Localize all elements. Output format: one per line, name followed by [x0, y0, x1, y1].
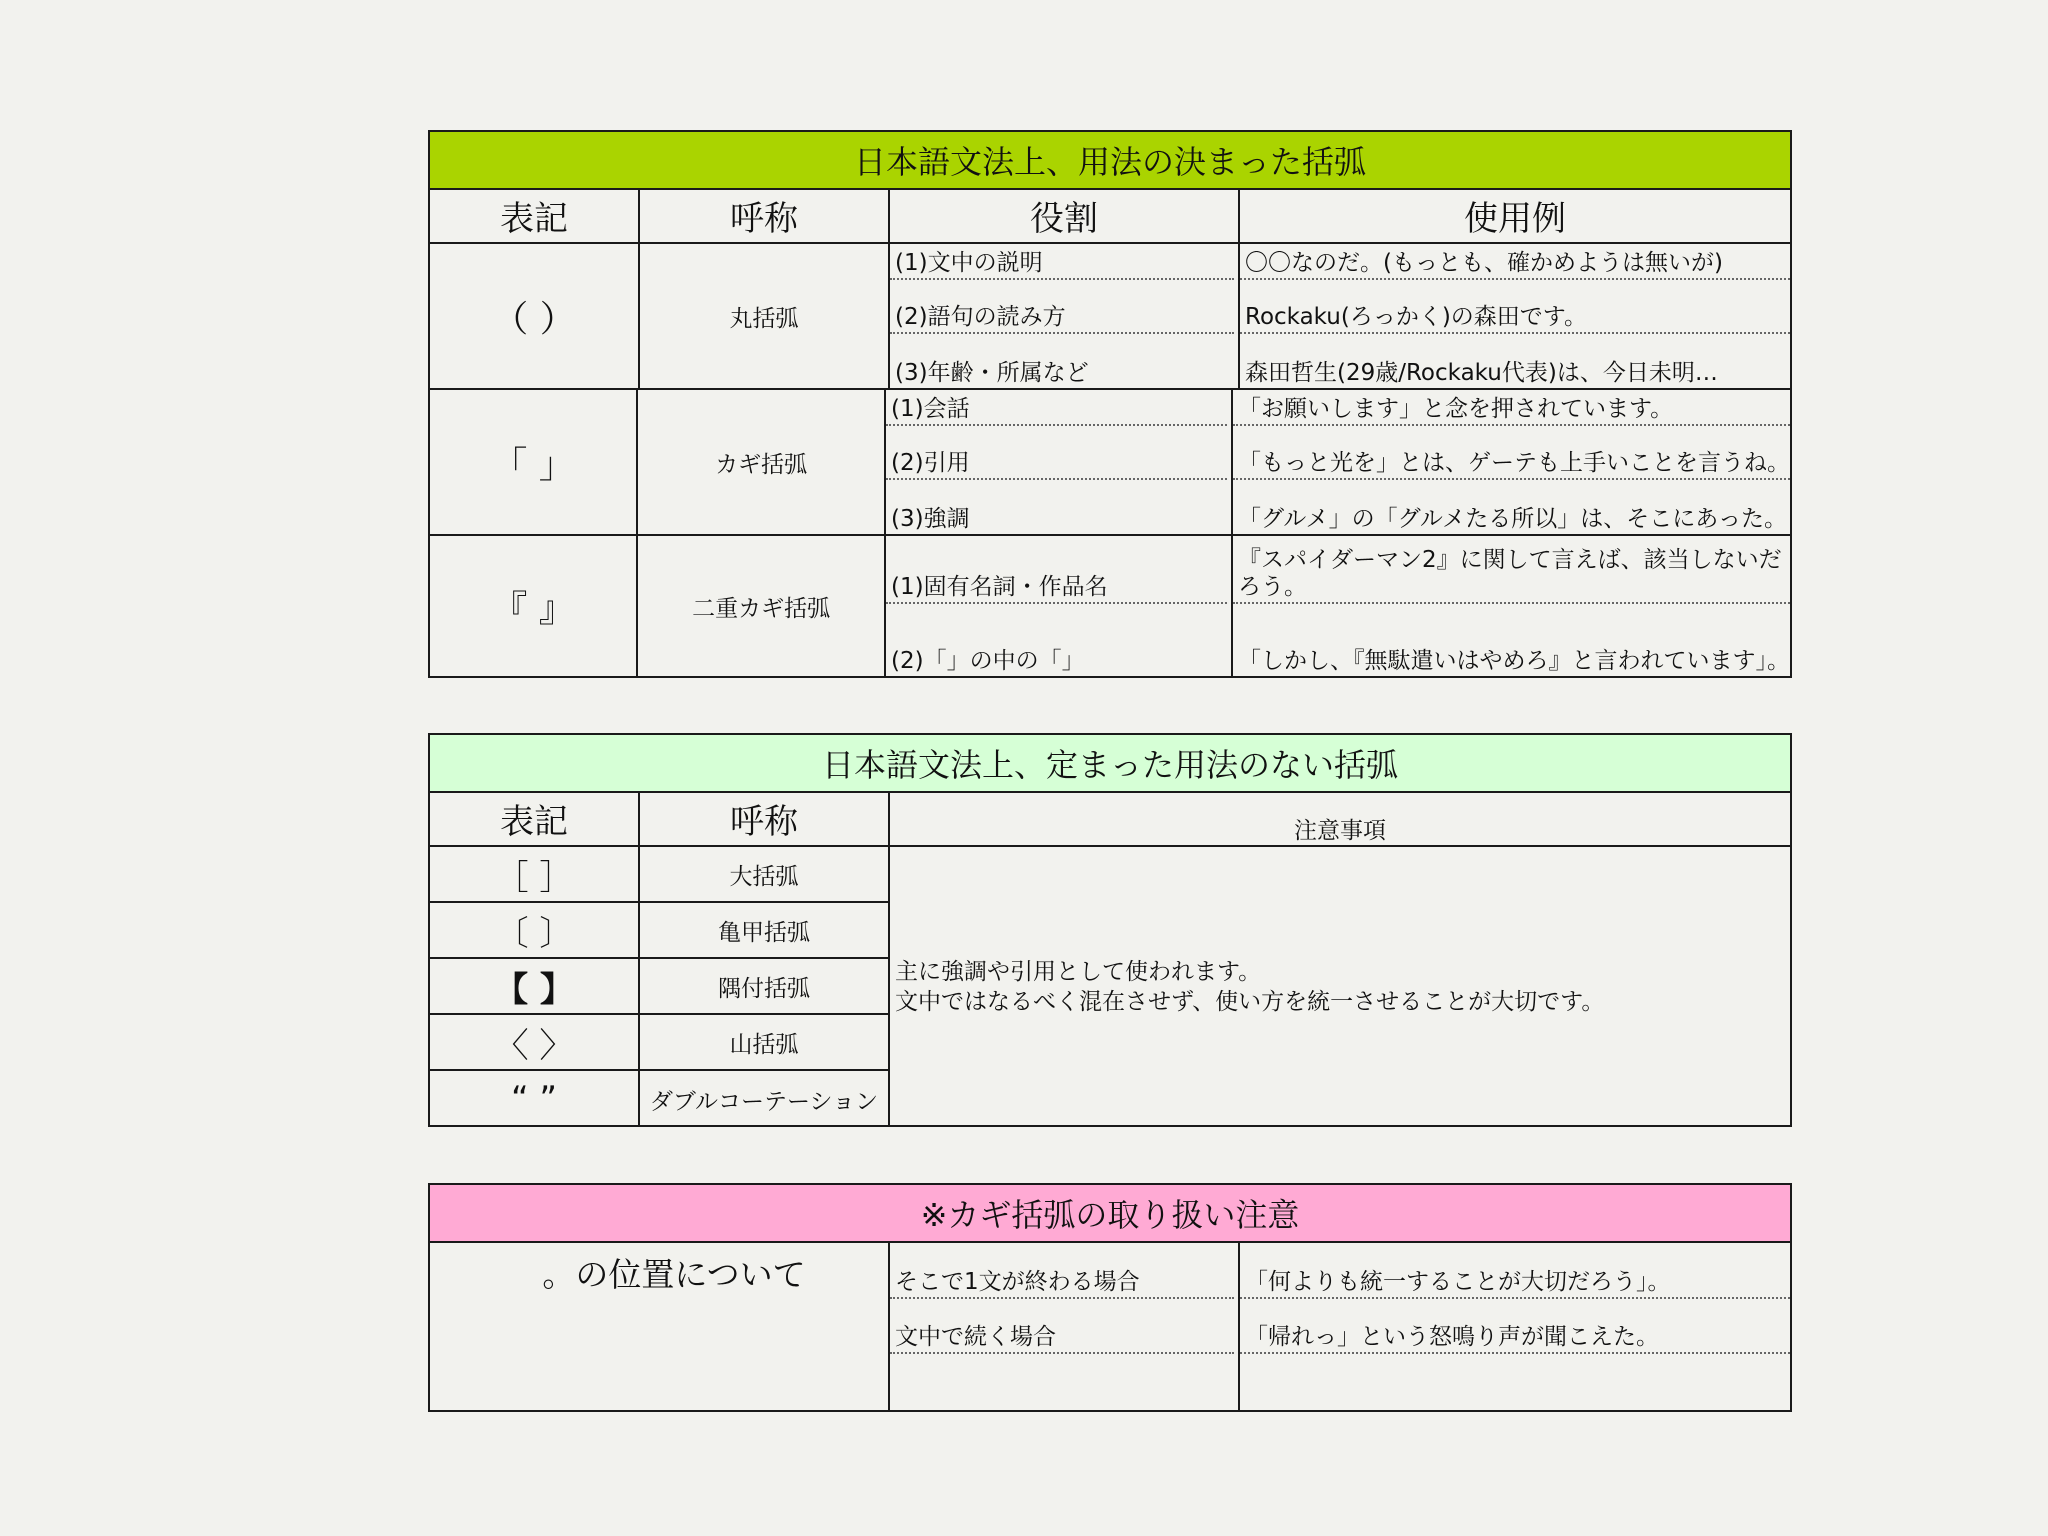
- example-line: 〇〇なのだ。(もっとも、確かめようは無いが): [1240, 244, 1790, 280]
- bracket-name: 丸括弧: [640, 244, 890, 388]
- table-row: [430, 390, 1790, 536]
- table-row: [430, 1015, 888, 1071]
- example-cell: [1240, 244, 1790, 388]
- table-title: 日本語文法上、定まった用法のない括弧: [430, 735, 1790, 793]
- table-body: [430, 1243, 1790, 1410]
- header-row: [430, 190, 1790, 244]
- table-row: [430, 1071, 888, 1127]
- note-line: 文中ではなるべく混在させず、使い方を統一させることが大切です。: [895, 989, 1605, 1015]
- bracket-symbol: 「 」: [430, 390, 638, 534]
- example-line: 「何よりも統一することが大切だろう」。: [1240, 1243, 1790, 1299]
- header-notation: 表記: [430, 793, 640, 845]
- bracket-symbol: 〈 〉: [430, 1015, 640, 1069]
- bracket-list: [430, 847, 890, 1127]
- example-line: 「お願いします」と念を押されています。: [1233, 390, 1790, 426]
- example-line: 森田哲生(29歳/Rockaku代表)は、今日未明…: [1245, 360, 1718, 386]
- bracket-name: ダブルコーテーション: [649, 1088, 879, 1115]
- role-line: (1)文中の説明: [890, 244, 1234, 280]
- bracket-symbol: （ ）: [430, 244, 640, 388]
- table-row: [430, 244, 1790, 390]
- table-title: 日本語文法上、用法の決まった括弧: [430, 132, 1790, 190]
- header-role: 役割: [890, 190, 1240, 242]
- example-cell: [1233, 536, 1790, 676]
- case-line: 文中で続く場合: [890, 1299, 1234, 1354]
- table-row: [430, 536, 1790, 676]
- header-example: 使用例: [1464, 199, 1566, 239]
- example-line: 『スパイダーマン2』に関して言えば、該当しないだろう。: [1233, 536, 1790, 604]
- role-line: (2)語句の読み方: [890, 280, 1234, 334]
- bracket-name: 山括弧: [729, 1031, 799, 1058]
- role-line: (2)引用: [886, 426, 1227, 480]
- example-line: 「グルメ」の「グルメたる所以」は、そこにあった。: [1238, 506, 1788, 532]
- example-line: 「もっと光を」とは、ゲーテも上手いことを言うね。: [1233, 426, 1790, 480]
- kagi-bracket-caution-table: [428, 1183, 1792, 1412]
- bracket-name: 亀甲括弧: [718, 919, 810, 946]
- example-line: 「しかし、『無駄遣いはやめろ』と言われています」。: [1238, 648, 1790, 674]
- example-cell: [1233, 390, 1790, 534]
- case-cell: [890, 1243, 1240, 1410]
- bracket-name: 隅付括弧: [718, 975, 810, 1002]
- fixed-brackets-table: [428, 130, 1792, 678]
- case-line: そこで1文が終わる場合: [890, 1243, 1234, 1299]
- bracket-symbol: ［ ］: [430, 847, 640, 901]
- table-title: ※カギ括弧の取り扱い注意: [430, 1185, 1790, 1243]
- header-row: [430, 793, 1790, 847]
- table-body: [430, 847, 1790, 1127]
- header-name: 呼称: [640, 793, 890, 845]
- example-cell: [1240, 1243, 1790, 1410]
- header-name: 呼称: [640, 190, 890, 242]
- role-cell: [890, 244, 1240, 388]
- example-line: Rockaku(ろっかく)の森田です。: [1240, 280, 1790, 334]
- role-line: (2)「」の中の「」: [891, 648, 1085, 674]
- bracket-name: 大括弧: [729, 863, 799, 890]
- header-notation: 表記: [430, 190, 640, 242]
- role-line: (3)年齢・所属など: [895, 360, 1089, 386]
- table-row: [430, 959, 888, 1015]
- example-line: 「帰れっ」という怒鳴り声が聞こえた。: [1240, 1299, 1790, 1354]
- role-line: (3)強調: [891, 506, 970, 532]
- bracket-symbol: 『 』: [430, 536, 638, 676]
- notes-cell: [890, 847, 1790, 1127]
- bracket-name: 二重カギ括弧: [638, 536, 886, 676]
- bracket-symbol: “ ”: [430, 1071, 640, 1127]
- role-cell: [886, 390, 1233, 534]
- role-line: (1)会話: [886, 390, 1227, 426]
- role-line: (1)固有名詞・作品名: [886, 536, 1227, 604]
- bracket-symbol: 〔 〕: [430, 903, 640, 957]
- note-line: 主に強調や引用として使われます。: [895, 959, 1262, 985]
- unfixed-brackets-table: [428, 733, 1792, 1127]
- header-notes: 注意事項: [1294, 818, 1386, 844]
- role-cell: [886, 536, 1233, 676]
- bracket-name: カギ括弧: [638, 390, 886, 534]
- bracket-symbol: 【 】: [430, 959, 640, 1013]
- table-row: [430, 847, 888, 903]
- table-row: [430, 903, 888, 959]
- period-position-label: 。の位置について: [430, 1243, 890, 1410]
